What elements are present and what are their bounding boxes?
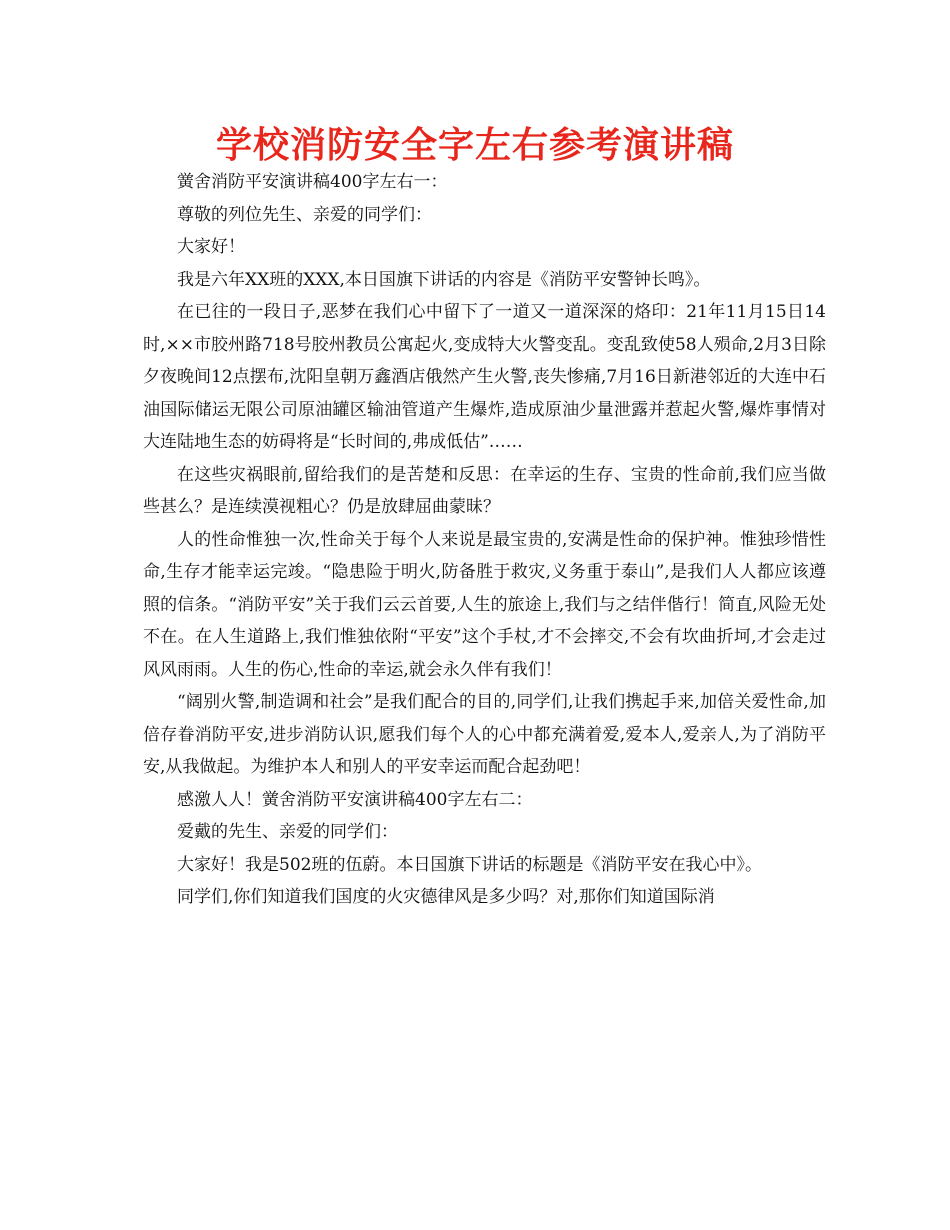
document-title: 学校消防安全字左右参考演讲稿 bbox=[215, 125, 734, 166]
paragraph: 在已往的一段日子,恶梦在我们心中留下了一道又一道深深的烙印：21年11月15日14时,××市胶州路718号胶州教员公寓起火,变成特大火警变乱。变乱致使58人殒命,2月3日除夕夜晚间12点摆布,沈阳皇朝万鑫酒店俄然产生火警,丧失惨痛,7月16日新港邻近的大连中石油国际储运无限公司原油罐区输油管道产生爆炸,造成原油少量泄露并惹起火警,爆炸事情对大连陆地生态的妨碍将是“长时间的,弗成低估”…… bbox=[143, 302, 826, 452]
paragraph: 人的性命惟独一次,性命关于每个人来说是最宝贵的,安满是性命的保护神。惟独珍惜性命,生存才能幸运完竣。“隐患险于明火,防备胜于救灾,义务重于泰山”,是我们人人都应该遵照的信条。“消防平安”关于我们云云首要,人生的旅途上,我们与之结伴偕行！简直,风险无处不在。在人生道路上,我们惟独依附“平安”这个手杖,才不会摔交,不会有坎曲折坷,才会走过风风雨雨。人生的伤心,性命的幸运,就会永久伴有我们！ bbox=[143, 529, 826, 680]
paragraph: “阔别火警,制造调和社会”是我们配合的目的,同学们,让我们携起手来,加倍关爱性命,加倍存眷消防平安,进步消防认识,愿我们每个人的心中都充满着爱,爱本人,爱亲人,为了消防平安,从我做起。为维护本人和别人的平安幸运而配合起劲吧！ bbox=[143, 692, 826, 777]
paragraph: 在这些灾祸眼前,留给我们的是苦楚和反思：在幸运的生存、宝贵的性命前,我们应当做些甚么？是连续漠视粗心？仍是放肆屈曲蒙昧？ bbox=[143, 464, 826, 517]
paragraph: 大家好！我是502班的伍蔚。本日国旗下讲话的标题是《消防平安在我心中》。 bbox=[177, 854, 762, 875]
paragraph: 我是六年XX班的XXX,本日国旗下讲话的内容是《消防平安警钟长鸣》。 bbox=[177, 269, 711, 290]
paragraph: 尊敬的列位先生、亲爱的同学们： bbox=[177, 204, 432, 225]
paragraph: 同学们,你们知道我们国度的火灾德律风是多少吗？对,那你们知道国际消 bbox=[177, 887, 715, 907]
paragraph: 黉舍消防平安演讲稿400字左右一： bbox=[177, 172, 448, 192]
paragraph: 爱戴的先生、亲爱的同学们： bbox=[177, 822, 398, 842]
paragraph: 感激人人！黉舍消防平安演讲稿400字左右二： bbox=[177, 789, 533, 810]
paragraph: 大家好！ bbox=[177, 237, 245, 257]
document-body bbox=[143, 166, 826, 914]
